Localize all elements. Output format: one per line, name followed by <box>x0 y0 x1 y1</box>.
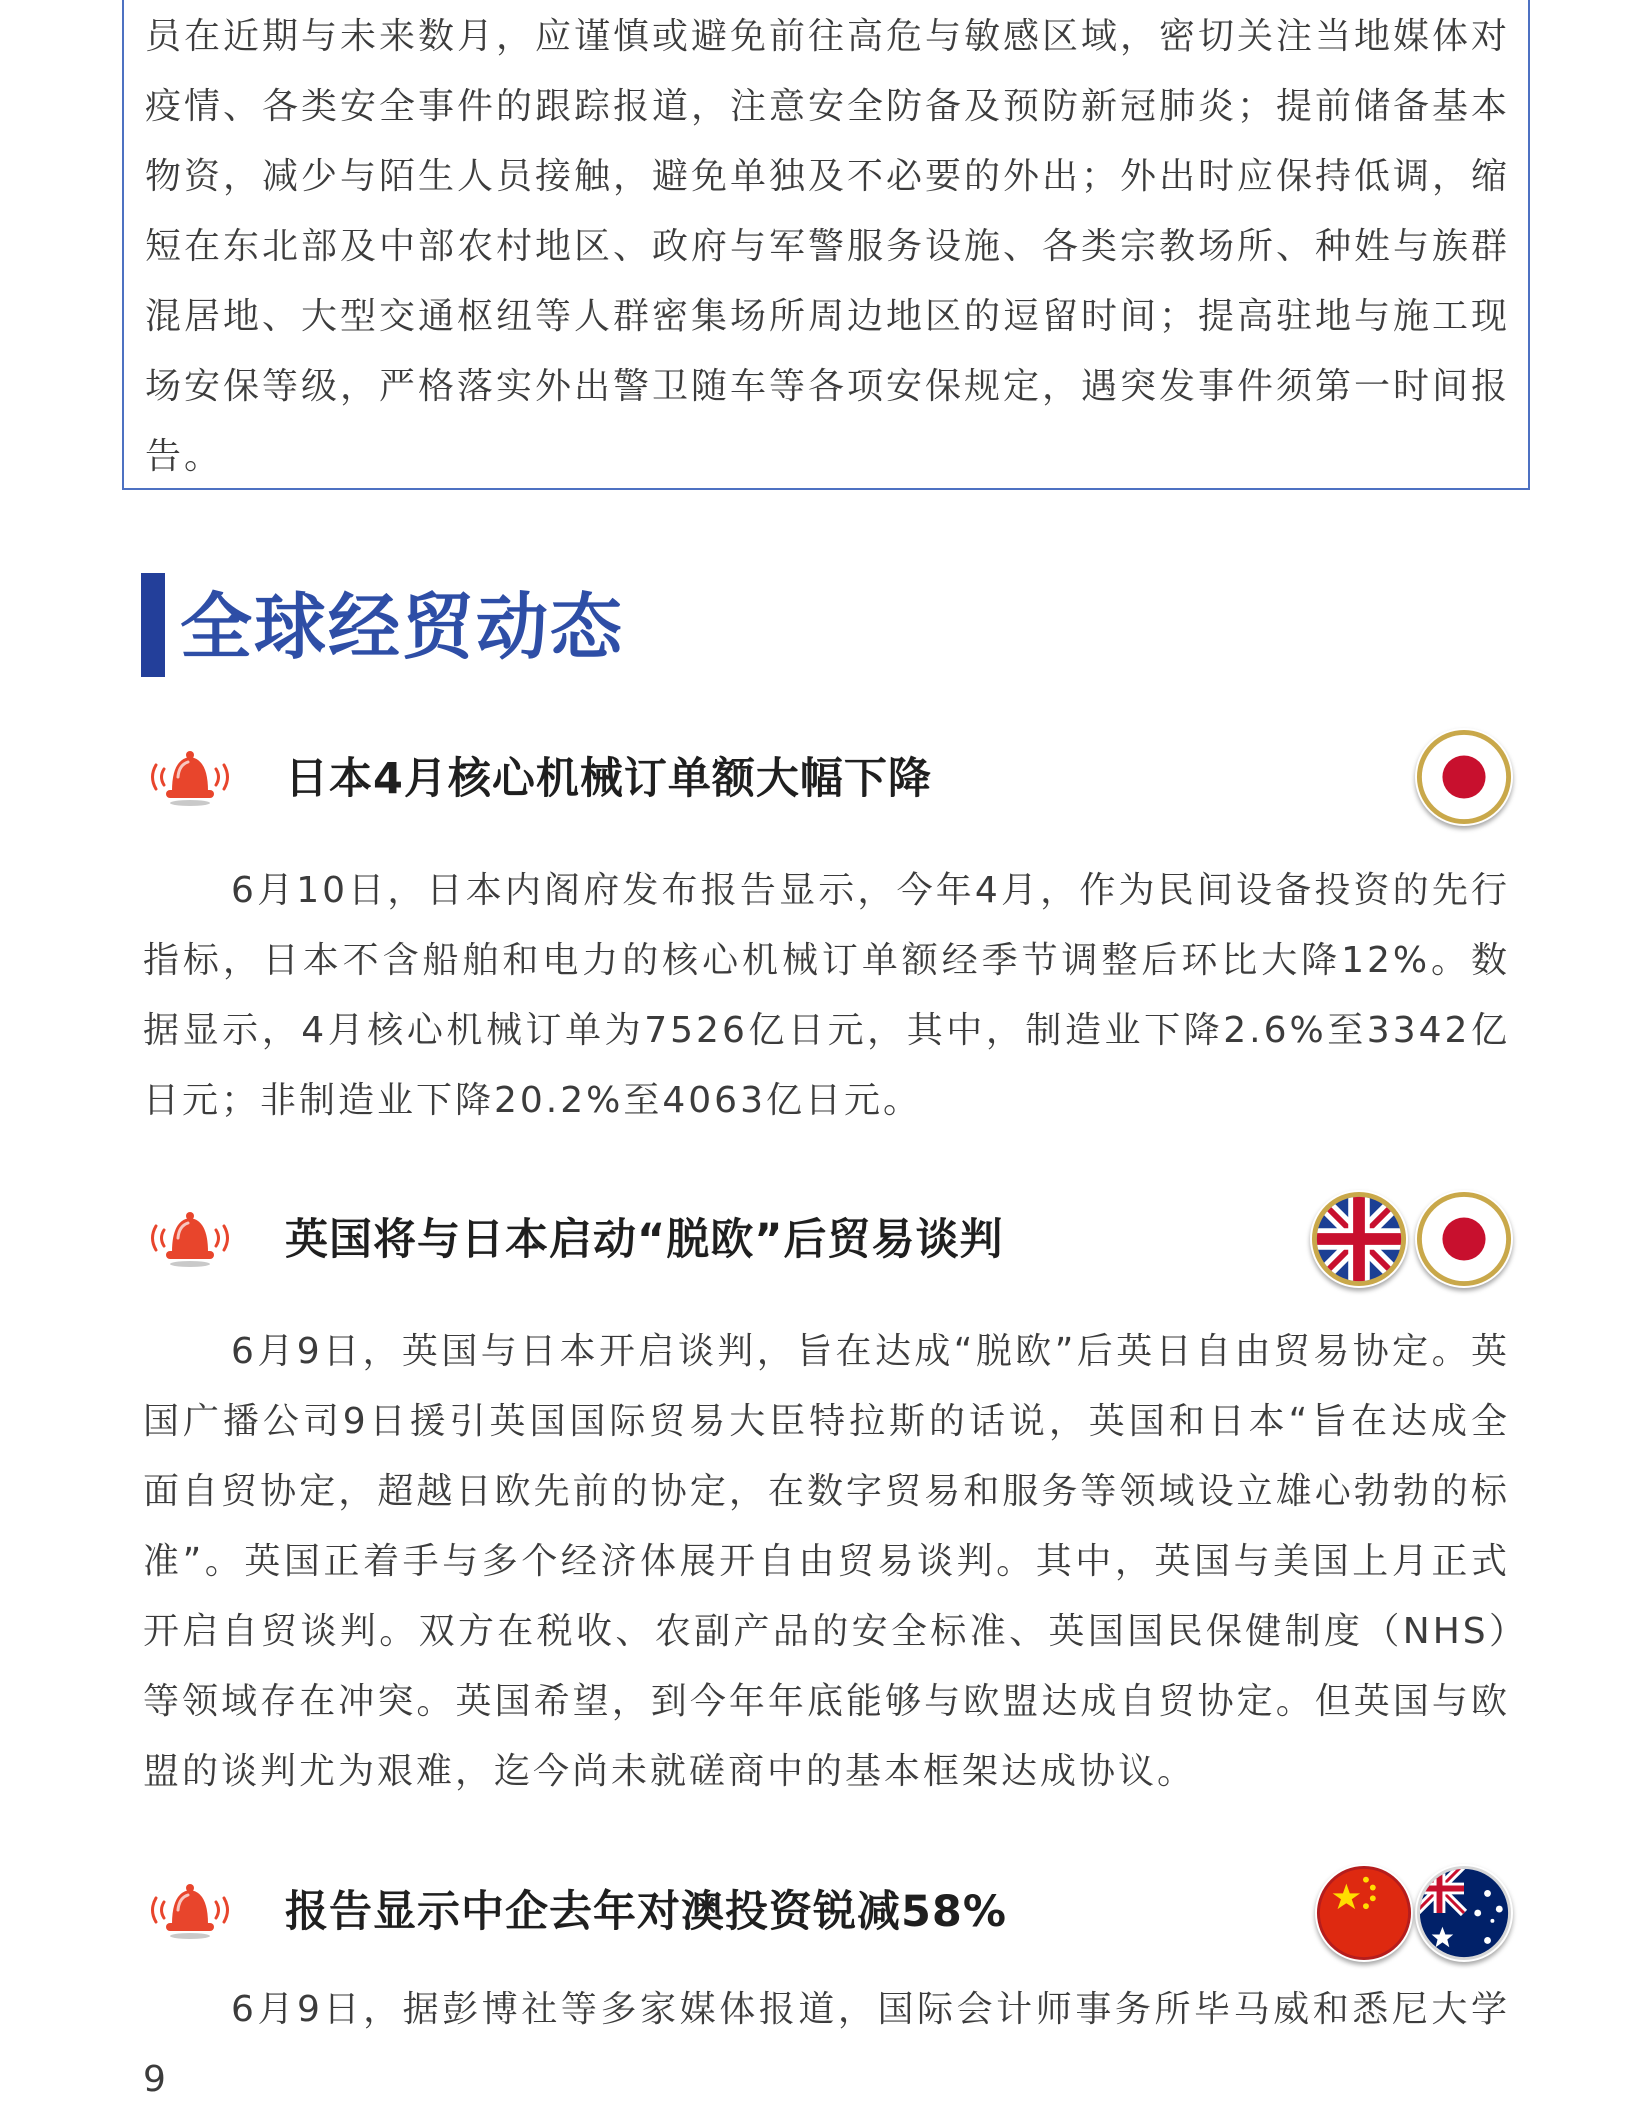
article-body: 6月9日，英国与日本开启谈判，旨在达成“脱欧”后英日自由贸易协定。英国广播公司9日援引英国国际贸易大臣特拉斯的话说，英国和日本“旨在达成全面自贸协定，超越日欧先前的协定，在数字贸易和服务等领域设立雄心勃勃的标准”。英国正着手与多个经济体展开自由贸易谈判。其中，英国与美国上月正式开启自贸谈判。双方在税收、农副产品的安全标准、英国国民保健制度（NHS）等领域存在冲突。英国希望，到今年年底能够与欧盟达成自贸协定。但英国与欧盟的谈判尤为艰难，迄今尚未就磋商中的基本框架达成协议。 <box>143 1331 1510 1792</box>
japan-flag-icon <box>1415 728 1513 826</box>
article-body: 6月10日，日本内阁府发布报告显示，今年4月，作为民间设备投资的先行指标，日本不含船舶和电力的核心机械订单额经季节调整后环比大降12%。数据显示，4月核心机械订单为7526亿日元，其中，制造业下降2.6%至3342亿日元；非制造业下降20.2%至4063亿日元。 <box>143 870 1510 1121</box>
alarm-bell-icon <box>142 1880 238 1940</box>
section-accent-bar <box>141 573 165 677</box>
headline: 报告显示中企去年对澳投资锐减58% <box>285 1887 1007 1937</box>
alarm-bell-icon <box>142 1208 238 1268</box>
japan-flag-icon <box>1415 1190 1513 1288</box>
notice-text: 员在近期与未来数月，应谨慎或避免前往高危与敏感区域，密切关注当地媒体对疫情、各类安全事件的跟踪报道，注意安全防备及预防新冠肺炎；提前储备基本物资，减少与陌生人员接触，避免单独及不必要的外出；外出时应保持低调，缩短在东北部及中部农村地区、政府与军警服务设施、各类宗教场所、种姓与族群混居地、大型交通枢纽等人群密集场所周边地区的逗留时间；提高驻地与施工现场安保等级，严格落实外出警卫随车等各项安保规定，遇突发事件须第一时间报告。 <box>145 16 1511 477</box>
section-title: 全球经贸动态 <box>180 585 625 669</box>
headline: 日本4月核心机械订单额大幅下降 <box>285 754 932 804</box>
australia-flag-icon <box>1415 1864 1513 1962</box>
uk-flag-icon <box>1310 1190 1408 1288</box>
article-body: 6月9日，据彭博社等多家媒体报道，国际会计师事务所毕马威和悉尼大学9 <box>143 1989 1510 2100</box>
headline: 英国将与日本启动“脱欧”后贸易谈判 <box>285 1215 1004 1265</box>
china-flag-icon <box>1315 1864 1413 1962</box>
alarm-bell-icon <box>142 747 238 807</box>
